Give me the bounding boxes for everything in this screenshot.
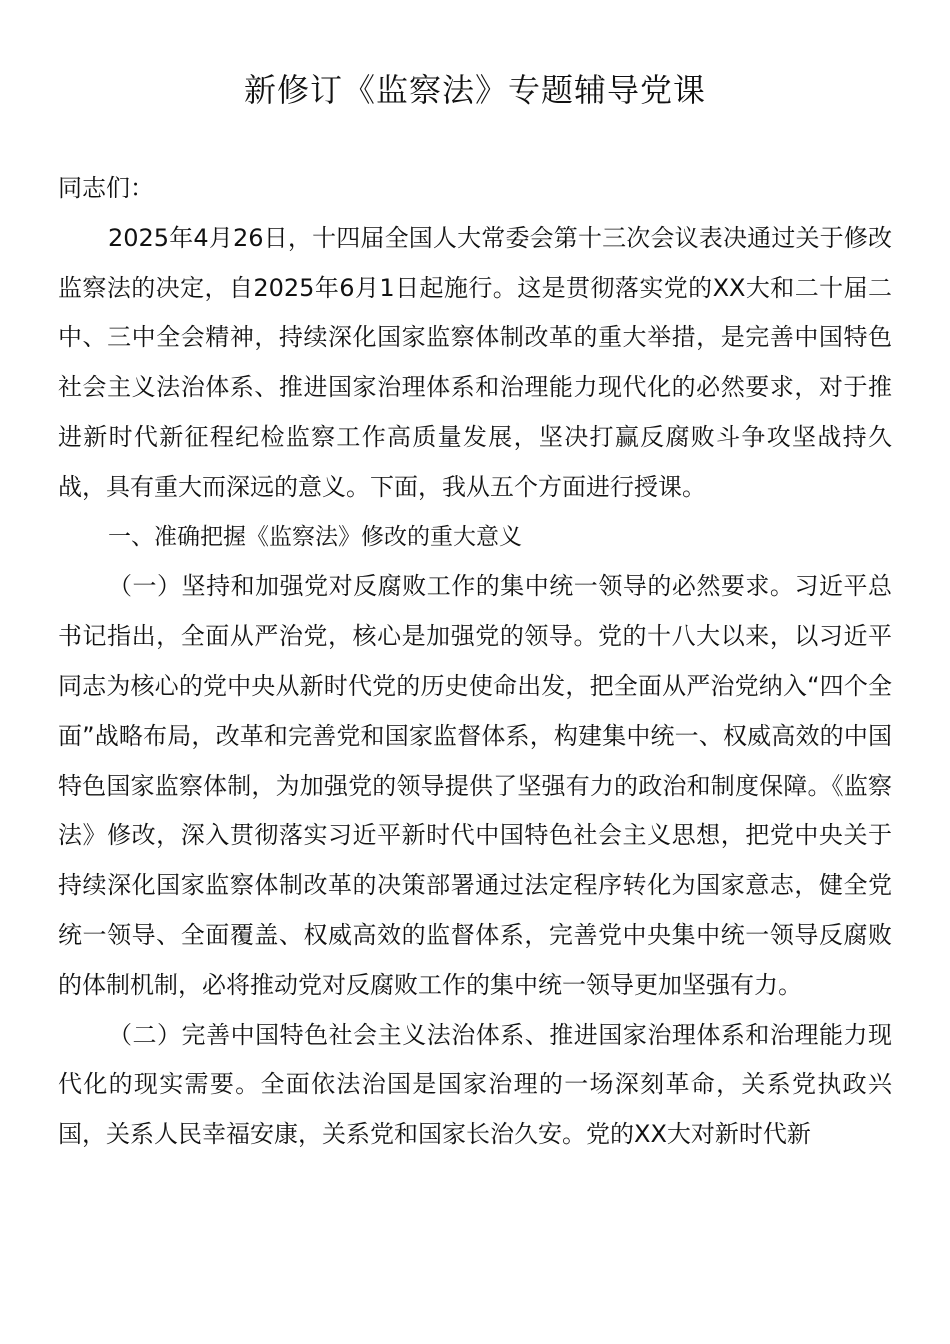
salutation: 同志们： <box>58 174 154 202</box>
document-title: 新修订《监察法》专题辅导党课 <box>243 71 706 109</box>
document-body <box>58 164 892 1160</box>
section-heading-1: 一、准确把握《监察法》修改的重大意义 <box>108 523 522 550</box>
paragraph-intro: 2025年4月26日，十四届全国人大常委会第十三次会议表决通过关于修改监察法的决定，自2025年6月1日起施行。这是贯彻落实党的XX大和二十届二中、三中全会精神，持续深化国家监察体制改革的重大举措，是完善中国特色社会主义法治体系、推进国家治理体系和治理能力现代化的必然要求，对于推进新时代新征程纪检监察工作高质量发展，坚决打赢反腐败斗争攻坚战持久战，具有重大而深远的意义。下面，我从五个方面进行授课。 <box>58 223 892 501</box>
paragraph-point-2: （二）完善中国特色社会主义法治体系、推进国家治理体系和治理能力现代化的现实需要。全面依法治国是国家治理的一场深刻革命，关系党执政兴国，关系人民幸福安康，关系党和国家长治久安。党的XX大对新时代新 <box>58 1020 892 1149</box>
paragraph-point-1: （一）坚持和加强党对反腐败工作的集中统一领导的必然要求。习近平总书记指出，全面从严治党，核心是加强党的领导。党的十八大以来，以习近平同志为核心的党中央从新时代党的历史使命出发，把全面从严治党纳入“四个全面”战略布局，改革和完善党和国家监督体系，构建集中统一、权威高效的中国特色国家监察体制，为加强党的领导提供了坚强有力的政治和制度保障。《监察法》修改，深入贯彻落实习近平新时代中国特色社会主义思想，把党中央关于持续深化国家监察体制改革的决策部署通过法定程序转化为国家意志，健全党统一领导、全面覆盖、权威高效的监督体系，完善党中央集中统一领导反腐败的体制机制，必将推动党对反腐败工作的集中统一领导更加坚强有力。 <box>58 572 892 999</box>
